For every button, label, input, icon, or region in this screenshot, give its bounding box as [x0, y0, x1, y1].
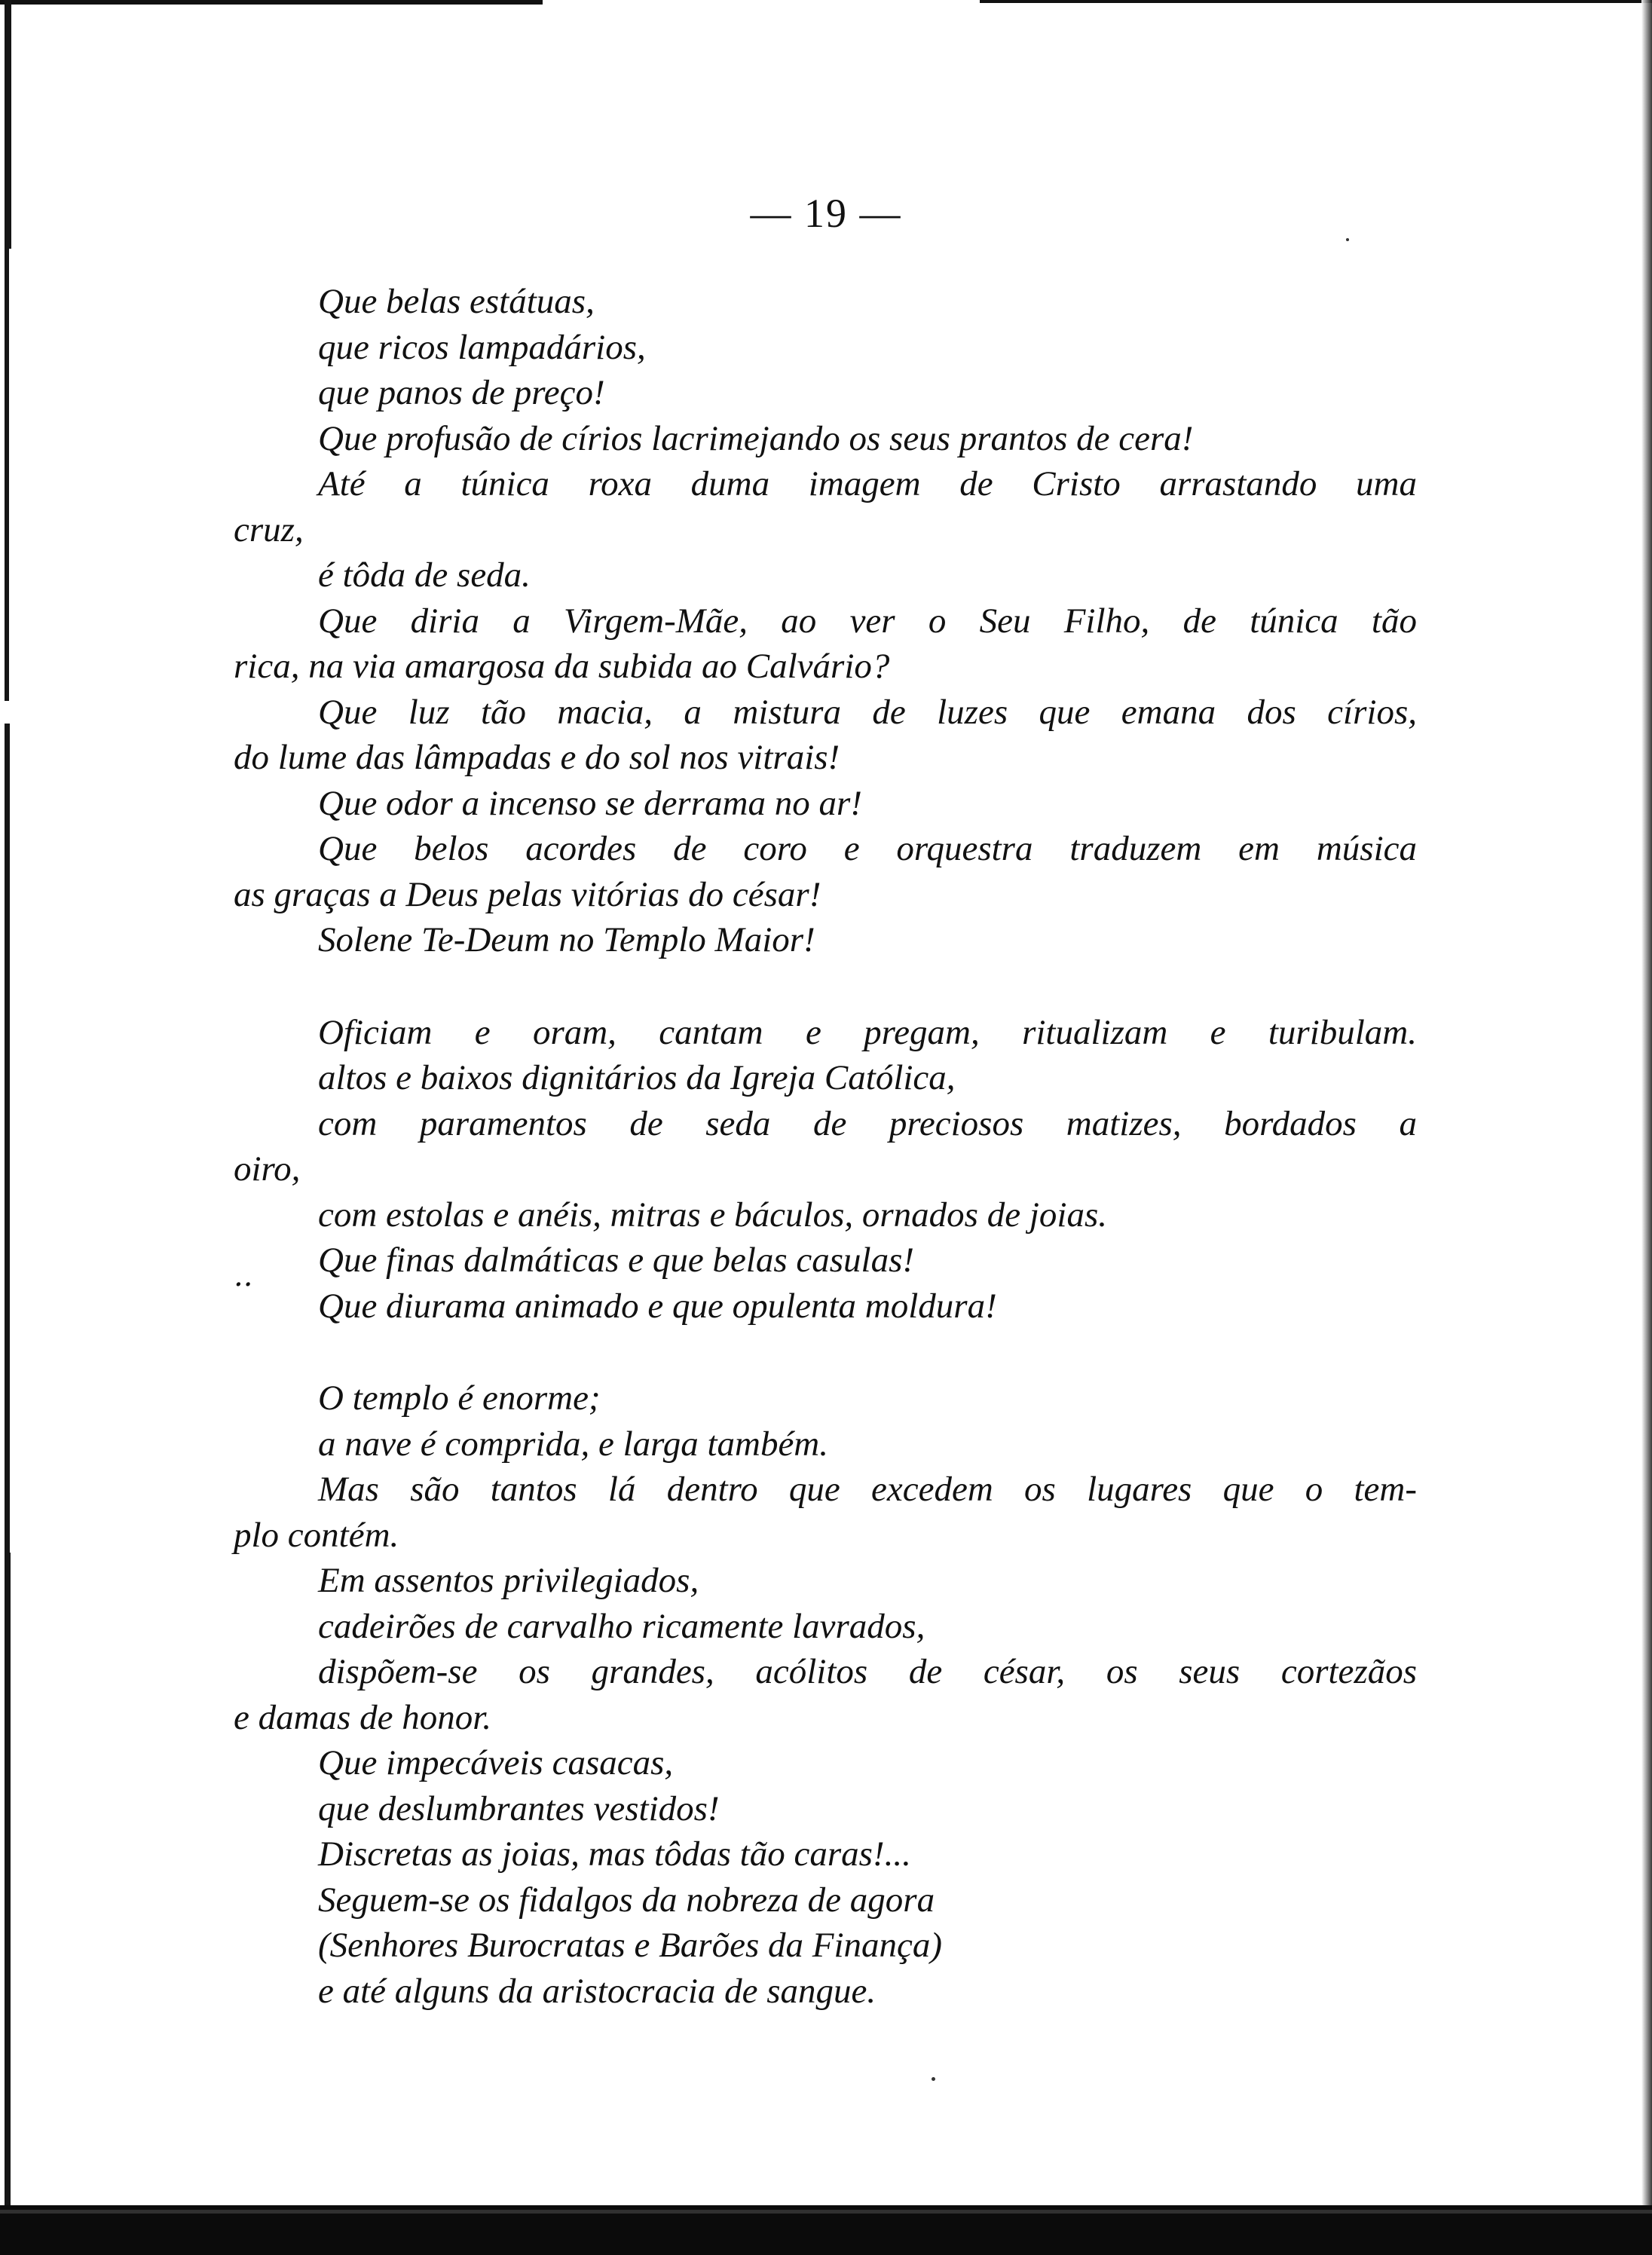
text-line: Que odor a incenso se derrama no ar! [318, 783, 862, 823]
text-line: Discretas as joias, mas tôdas tão caras!... [318, 1834, 911, 1874]
text-line: (Senhores Burocratas e Barões da Finança) [318, 1926, 943, 1965]
text-line: cadeirões de carvalho ricamente lavrados, [318, 1606, 925, 1646]
text-line: oiro, [234, 1149, 301, 1189]
text-line: que ricos lampadários, [318, 327, 646, 367]
speck [1346, 238, 1349, 241]
margin-dots: .. [234, 1259, 253, 1293]
scan-left-edge [0, 0, 20, 2255]
text-line: altos e baixos dignitários da Igreja Católica, [318, 1058, 956, 1097]
text-line: rica, na via amargosa da subida ao Calvário? [234, 647, 890, 686]
text-line: cruz, [234, 509, 304, 549]
text-line: Até a túnica roxa duma imagem de Cristo arrastando uma [318, 464, 1417, 503]
stanza [234, 279, 1417, 963]
text-line: Mas são tantos lá dentro que excedem os lugares que o tem- [318, 1470, 1417, 1509]
text-line: com paramentos de seda de preciosos matizes, bordados a [318, 1103, 1417, 1143]
text-line: Oficiam e oram, cantam e pregam, ritualizam e turibulam. [318, 1012, 1417, 1052]
text-line: e até alguns da aristocracia de sangue. [318, 1971, 876, 2011]
text-line: Que impecáveis casacas, [318, 1743, 674, 1782]
text-line: que deslumbrantes vestidos! [318, 1788, 720, 1828]
text-line: O templo é enorme; [318, 1378, 601, 1418]
text-line: e damas de honor. [234, 1697, 492, 1737]
text-line: Que diurama animado e que opulenta moldura! [318, 1286, 997, 1326]
text-line: Solene Te-Deum no Templo Maior! [318, 920, 815, 959]
text-line: Que belas estátuas, [318, 282, 595, 321]
scan-bottom-edge [0, 2205, 1652, 2255]
text-line: do lume das lâmpadas e do sol nos vitrais! [234, 738, 840, 777]
text-line: com estolas e anéis, mitras e báculos, ornados de joias. [318, 1195, 1107, 1235]
text-line: Que belos acordes de coro e orquestra traduzem em música [318, 829, 1417, 868]
stanza [234, 1375, 1417, 2014]
poem-text [234, 279, 1417, 2014]
text-line: é tôda de seda. [318, 555, 531, 595]
text-line: a nave é comprida, e larga também. [318, 1424, 829, 1464]
text-line: Que profusão de círios lacrimejando os seus prantos de cera! [318, 418, 1194, 458]
text-line: plo contém. [234, 1515, 399, 1555]
text-line: Seguem-se os fidalgos da nobreza de agora [318, 1880, 935, 1920]
text-line: Que luz tão macia, a mistura de luzes que emana dos círios, [318, 692, 1417, 732]
text-line: dispõem-se os grandes, acólitos de césar, os seus cortezãos [318, 1652, 1417, 1691]
scan-top-edge [0, 0, 1652, 11]
page-number: — 19 — [750, 191, 902, 236]
text-line: Que finas dalmáticas e que belas casulas! [318, 1241, 915, 1280]
text-line: as graças a Deus pelas vitórias do césar! [234, 874, 821, 914]
stanza [234, 1010, 1417, 1329]
text-line: que panos de preço! [318, 373, 605, 412]
text-line: Que diria a Virgem-Mãe, ao ver o Seu Filho, de túnica tão [318, 601, 1417, 641]
scan-right-edge [1641, 0, 1652, 2255]
text-line: Em assentos privilegiados, [318, 1561, 699, 1600]
speck [932, 2077, 935, 2081]
